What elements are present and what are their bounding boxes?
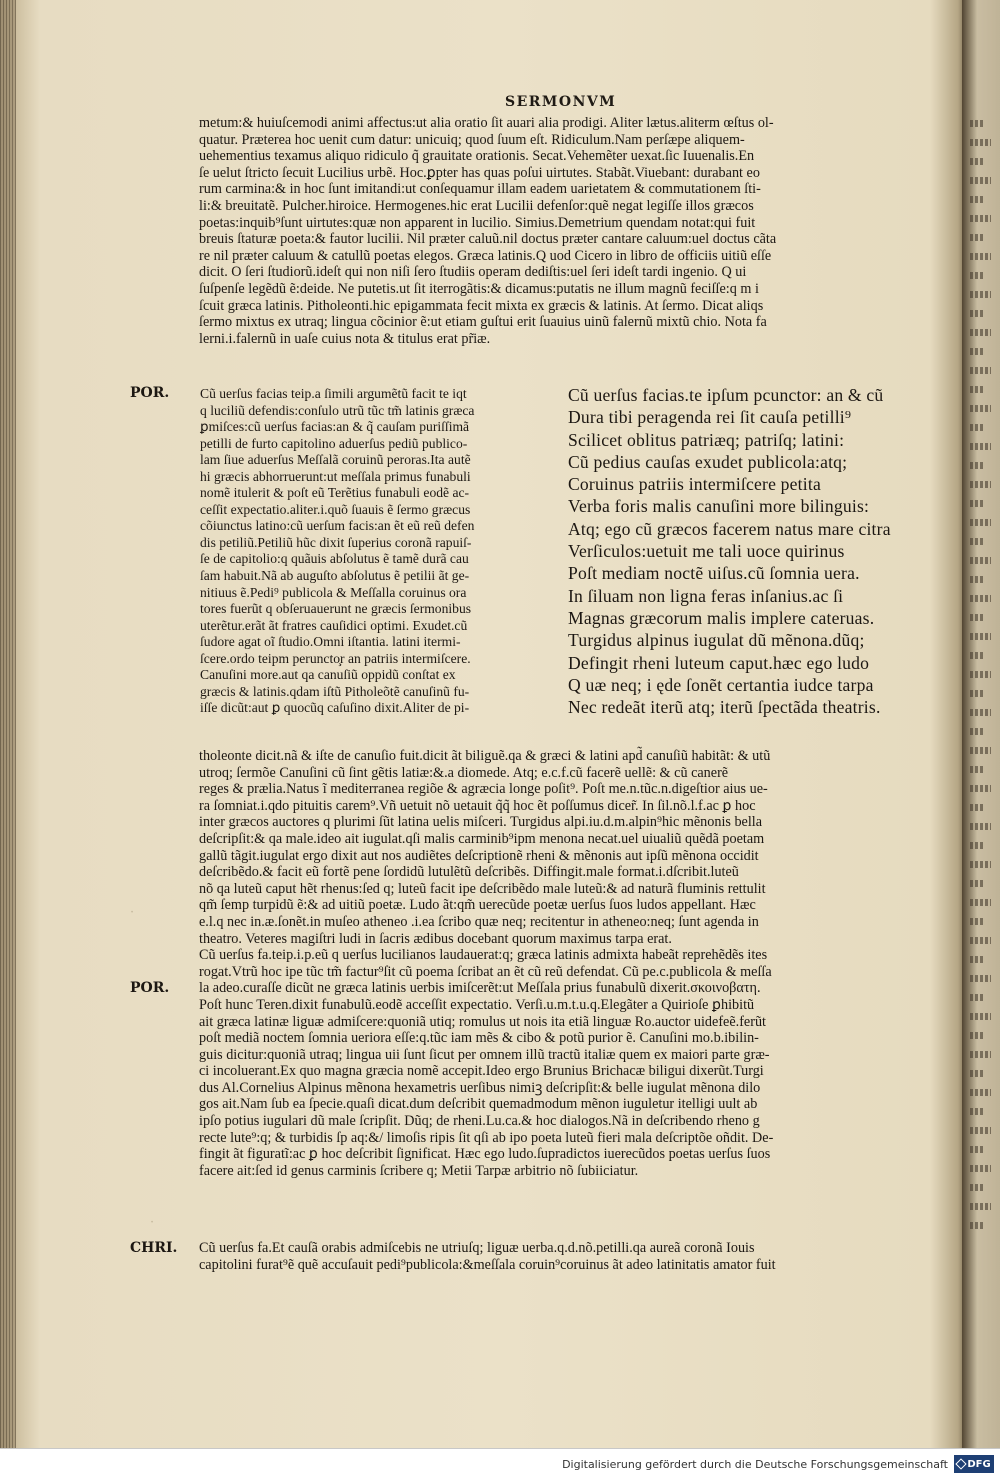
facing-page-text-fragment: [970, 766, 984, 773]
commentary-line: re nil præter caluum & catullũ poetas elegos. Græca latinis.Q uod Cicero in libro de officiis uitiũ eſſe: [199, 247, 772, 264]
commentary-line: gos ait.Nam ſub ea ſpecie.quaſi dicat.dum deſcribit quemadmodum mẽnon iuguletur itelligi uult ab: [199, 1096, 758, 1113]
commentary-line: breuis ſtaturæ poeta:& fautor lucilii. Nil præter caluũ.nil doctus præter cantare caluum:uel doctus cãta: [199, 231, 777, 248]
facing-page-text-fragment: [970, 462, 984, 469]
facing-page-text-fragment: [970, 329, 991, 336]
facing-page-text-fragment: [970, 918, 984, 925]
facing-page-text-fragment: [970, 424, 984, 431]
facing-page-text-fragment: [970, 614, 984, 621]
facing-page-text-fragment: [970, 1184, 984, 1191]
commentary-line: nomẽ itulerit & poſt eũ Terẽtius funabuli eodẽ ac-: [200, 485, 470, 501]
facing-page-text-fragment: [970, 1013, 991, 1020]
commentary-line: petilli de furto capitolino aduerſus pediũ publico-: [200, 435, 468, 451]
commentary-line: ait græca latinæ liguæ admiſcere:quoniã utiq; romulus ut nois ita etiã linguæ Ro.auctor uidefeẽ.ferũt: [199, 1013, 766, 1030]
facing-page-text-fragment: [970, 576, 984, 583]
verse-line: Cũ pedius cauſas exudet publicola:atq;: [568, 451, 848, 472]
facing-page-text-fragment: [970, 1146, 984, 1153]
facing-page-text-fragment: [970, 348, 984, 355]
facing-page-text-fragment: [970, 196, 984, 203]
commentary-line: inter græcos auctores q plurimi ſũt latina uelis miſceri. Turgidus alpi.iu.d.m.alpin⁹hic mẽnonis bella: [199, 814, 763, 831]
facing-page-text-fragment: [970, 633, 991, 640]
facing-page-text-fragment: [970, 272, 984, 279]
verse-line: Cũ uerſus facias.te ipſum pcunctor: an & cũ: [568, 385, 884, 405]
facing-page-text-fragment: [970, 139, 991, 146]
commentary-line: quatur. Præterea hoc uenit cum datur: unicuiq; quod ſuum eſt. Ridiculum.Nam perſæpe aliquem-: [199, 131, 745, 148]
commentary-line: gallũ tãgit.iugulat ergo dixit aut nos audiẽtes deſcriptionẽ rheni & mẽnonis aut ipſũ mẽnona occidit: [199, 847, 759, 864]
facing-page-text-fragment: [970, 709, 991, 716]
commentary-line: ſe uelut ſtricto ſecuit Lucilius urbẽ. Hoc.ꝑpter has quas poſui uirtutes. Stabãt.Viuebant: durabant eo: [199, 164, 760, 181]
facing-page-text-fragment: [970, 1051, 991, 1058]
marginal-label-por-2: POR.: [130, 980, 170, 996]
commentary-line: lerni.i.falernũ in uaſe cuius nota & titulus erat pr̃iæ.: [199, 330, 491, 347]
commentary-line: Cũ uerſus fa.teip.i.p.eũ q uerſus lucilianos laudauerat:q; græca latinis admixta habeãt reprehẽdẽs ites: [199, 947, 768, 964]
facing-page-text-fragment: [970, 1203, 991, 1210]
commentary-line: tores fuerũt q obſeruauerunt ne græcis ſermonibus: [200, 601, 472, 617]
facing-page-text-fragment: [970, 405, 991, 412]
dfg-logo: [954, 1455, 994, 1473]
facing-page-text-fragment: [970, 728, 984, 735]
facing-page-text-fragment: [970, 310, 984, 317]
show-through-mark: ·: [150, 1215, 155, 1230]
facing-page-text-fragment: [970, 1032, 984, 1039]
commentary-top: [199, 115, 944, 347]
facing-page-text-fragment: [970, 519, 991, 526]
facing-page-text-fragment: [970, 937, 991, 944]
commentary-line: guis dicitur:quoniã utraq; lingua uii ſunt ſicut per omnem illũ tractũ italiæ quem ex maiori parte græ-: [199, 1046, 770, 1063]
commentary-line: ſcuit græca latinis. Pitholeonti.hic epigammata fecit mixta ex græcis & latinis. At ſermo. Dicat aliqs: [199, 297, 764, 314]
commentary-line: ꝑmiſces:cũ uerſus facias:an & q̃ cauſam puriſſimã: [200, 419, 470, 435]
commentary-line: lam ſiue aduerſus Meſſalã coruinũ peroras.Ita autẽ: [200, 452, 471, 468]
commentary-line: reges & prælia.Natus ĩ mediterranea regiõe & agræcia longe poſit⁹. Poſt me.n.tũc.n.digeſtior aius ue-: [199, 781, 768, 798]
facing-page-text-fragment: [970, 861, 991, 868]
commentary-line: Canuſini more.aut qa canuſiũ oppidũ conſtat ex: [200, 667, 456, 683]
commentary-line: rum carmina:& in hoc ſunt imitandi:ut conſequamur illam eadem uarietatem & commutationem ſti-: [199, 181, 761, 198]
facing-page-text-fragment: [970, 386, 984, 393]
commentary-line: ſam habuit.Nã ab auguſto abſolutus ẽ petilii ãt ge-: [200, 568, 470, 584]
verse-line: In ſiluam non ligna feras inſanius.ac ſi: [568, 585, 844, 606]
commentary-line: deſcripſit:& qa male.ideo ait iugulat.qſi malis carminib⁹ipm menona necat.uel uiualiũ quẽdã poetam: [199, 830, 765, 847]
commentary-line: capitolini furat⁹ẽ quẽ accuſauit pedi⁹publicola:&meſſala coruin⁹coruinus ãt adeo latinitatis amator fuit: [199, 1256, 776, 1273]
commentary-line: nitiuus ẽ.Pedi⁹ publicola & Meſſalla coruinus ora: [200, 584, 467, 600]
dfg-diamond-icon: [956, 1458, 967, 1469]
commentary-line: ſudore agat oĩ ſtudio.Omni iſtantia. latini itermi-: [200, 634, 461, 650]
commentary-line: ra ſomniat.i.qdo pituitis carem⁹.Vñ uetuit nõ uetauit q̃q̃ hoc ẽt poſſumus dicer̃. In ſil.nõ.l.f.ac ꝑ hoc: [199, 797, 756, 814]
verse-line: Dura tibi peragenda rei ſit cauſa petilli⁹: [568, 407, 852, 428]
facing-page-text-fragment: [970, 652, 984, 659]
facing-page-text-fragment: [970, 500, 984, 507]
commentary-line: dus Al.Cornelius Alpinus mẽnona hexametris uerſibus nimiꝫ deſcripſit:& belle iugulat mẽnona dilo: [199, 1079, 761, 1096]
facing-page-text-fragment: [970, 481, 991, 488]
facing-page-text-fragment: [970, 291, 991, 298]
facing-page-text-fragment: [970, 994, 984, 1001]
facing-page-text-fragment: [970, 177, 991, 184]
commentary-chri: [199, 1240, 944, 1273]
commentary-line: poſt mediã noctem ſomnia ueriora eſſe:q.tũc iam mẽs & cibo & potũ purior ẽ. Canuſini mo.b.ibilin-: [199, 1030, 759, 1047]
commentary-line: li:& breuitatẽ. Pulcher.hiroice. Hermogenes.hic erat Lucilii defenſor:quẽ negat legiſſe illos græcos: [199, 197, 754, 214]
marginal-label-por-1: POR.: [130, 385, 170, 401]
facing-page-text-fragment: [970, 367, 991, 374]
commentary-line: Cũ uerſus facias teip.a ſimili argumẽtũ facit te iqt: [200, 386, 467, 401]
facing-page-text-fragment: [970, 804, 984, 811]
commentary-line: q luciliũ defendis:conſulo utrũ tũc tm̃ latinis græca: [200, 402, 475, 418]
commentary-line: ſcere.ordo teipm peruncto̧r an patriis intermiſcere.: [200, 650, 471, 666]
facing-page-text-fragment: [970, 823, 991, 830]
commentary-line: utroq; ſermõe Canuſini cũ ſint gẽtis latiæ:&.a diomede. Atq; e.c.f.cũ facerẽ uellẽ: & cũ canerẽ: [199, 764, 729, 781]
commentary-line: nõ qa luteũ caput hẽt rhenus:ſed q; luteũ facit ipe deſcribẽdo male luteũ:& ad naturã fluminis rettulit: [199, 880, 766, 897]
facing-page-text-fragment: [970, 215, 991, 222]
commentary-line: ſe de capitolio:q quãuis abſolutus ẽ tamẽ durã cau: [200, 551, 469, 567]
verse-line: Poſt mediam noctẽ uiſus.cũ ſomnia uera.: [568, 563, 860, 584]
show-through-mark: ·: [130, 905, 135, 920]
verse-line: Defingit rheni luteum caput.hæc ego ludo: [568, 652, 870, 673]
facing-page-text-fragment: [970, 1165, 991, 1172]
verse-line: Coruinus patriis intermiſcere petita: [568, 474, 821, 495]
verse-line: Scilicet oblitus patriæq; patriſq; latini:: [568, 429, 845, 450]
facing-page-text-fragment: [970, 1070, 984, 1077]
facing-page-text-fragment: [970, 120, 984, 127]
commentary-line: e.l.q nec in.æ.ſonẽt.in muſeo atheneo .i.ea ſcribo quæ neq; recitentur in atheneo:neq; ſunt agenda in: [199, 913, 759, 930]
facing-page-text-fragment: [970, 747, 991, 754]
commentary-left-column: [200, 386, 570, 717]
facing-page-text-fragment: [970, 690, 984, 697]
commentary-line: qm̃ ſemp turpidũ ẽ:& ad uitiũ poetæ. Ludo ãt:qm̃ uerecũde poetæ uerſus ſuos ludos appellant. Hæc: [199, 897, 756, 914]
commentary-line: ipſo potius iugulari dũ male ſcripſit. Dũq; de rheni.Lu.ca.& hoc dialogos.Nã in deſcribendo rheno g: [199, 1113, 760, 1130]
left-page-edge: [0, 0, 16, 1448]
facing-page-text-fragment: [970, 1127, 991, 1134]
commentary-line: dicit. O ſeri ſtudiorũ.ideſt qui non niſi ſero ſtudiis operam dediſtis:uel ſeri ideſt tardi ingenio. Q ui: [199, 264, 747, 281]
commentary-line: ci incoluerant.Ex quo magna græcia nomẽ accepit.Ideo ergo Brunius Brichacæ biligui dixerũt.Turgi: [199, 1063, 764, 1080]
commentary-line: uterẽtur.erãt ãt fratres cauſidici optimi. Exudet.cũ: [200, 617, 468, 633]
facing-page-text-fragment: [970, 975, 991, 982]
commentary-line: Poſt hunc Teren.dixit funabulũ.eodẽ acceſſit expectatio. Verſi.u.m.t.u.q.Elegãter a Quirioſe ꝑhibitũ: [199, 996, 755, 1013]
commentary-line: hi græcis abhorruerunt:ut meſſala primus funabuli: [200, 468, 471, 484]
verse-line: Nec redeãt iterũ atq; iterũ ſpectãda theatris.: [568, 697, 881, 718]
verse-line: Magnas græcorum malis implere cateruas.: [568, 607, 875, 628]
facing-page-text-fragment: [970, 1089, 991, 1096]
facing-page-edge: [962, 0, 1000, 1448]
commentary-line: ſermo mixtus ex utraq; lingua cõcinior ẽ:ut etiam guſtui erit ſuauius uinũ falernũ mixtũ chio. Nota fa: [199, 314, 767, 331]
commentary-line: theatro. Veteres magiſtri ludi in ſacris ædibus docebant quorum maximus tarpa erat.: [199, 930, 672, 947]
dfg-logo-text: DFG: [967, 1458, 991, 1470]
facing-page-text-fragment: [970, 956, 984, 963]
verse-line: Turgidus alpinus iugulat dũ mẽnona.dũq;: [568, 630, 865, 651]
facing-page-text-fragment: [970, 785, 991, 792]
commentary-line: recte lute⁹:q; & turbidis ſp aq:&/ limoſis ripis ſit qſi ab ipo poeta luteũ fieri mala deſcriptõe oñdit. De-: [199, 1129, 774, 1146]
commentary-line: fingit ãt figuratĩ:ac ꝑ hoc deſcribit ſignificat. Hæc ego ludo.ſupradictos iuerecũdos poetas uerſus ſuos: [199, 1146, 771, 1163]
verse-line: Atq; ego cũ græcos facerem natus mare citra: [568, 518, 891, 539]
facing-page-text-fragment: [970, 538, 984, 545]
facing-page-text-fragment: [970, 253, 991, 260]
marginal-label-chri: CHRI.: [130, 1240, 178, 1256]
commentary-line: uehementius texamus aliquo ridiculo q̃ grauitate orationis. Secat.Vehemẽter uexat.ſic Iuuenalis.En: [199, 148, 755, 165]
commentary-line: Cũ uerſus fa.Et cauſã orabis admiſcebis ne utriuſq; liguæ uerba.q.d.nõ.petilli.qa aureã coronã Iouis: [199, 1240, 755, 1256]
commentary-line: tholeonte dicit.nã & iſte de canuſio fuit.dicit ãt biliguẽ.qa & græci & latini apd̃ canuſiũ habitãt: & utũ: [199, 748, 771, 764]
commentary-line: cõiunctus latino:cũ uerſum facis:an ẽt eũ reũ defen: [200, 518, 475, 534]
commentary-line: rogat.Vtrũ hoc ipe tũc tm̃ factur⁹ſit cũ poema ſcribat an ẽt cũ reũ defendat. Cũ pe.c.publicola & meſſa: [199, 963, 772, 980]
commentary-line: la adeo.curaſſe dicũt ne græca latinis uerbis imiſcerẽt:ut Meſſala prius funabulũ dixerit.σκοινοβατη.: [199, 980, 761, 997]
commentary-line: ſuſpenſe legẽdũ ẽ:deide. Ne putetis.ut ſit iterrogãtis:& dicamus:putatis ne illum magnũ feciſſe:q m i: [199, 280, 759, 297]
verse-line: Verſiculos:uetuit me tali uoce quirinus: [568, 541, 845, 562]
verse-line: Verba foris malis canuſini more bilinguis:: [568, 496, 870, 517]
commentary-line: facere ait:ſed id genus carminis ſcribere q; Metii Tarpæ arbitrio nõ ſubiiciatur.: [199, 1162, 639, 1179]
commentary-line: poetas:inquib⁹ſunt uirtutes:quæ non apparent in lucilio. Simius.Demetrium quendam notat:qui fuit: [199, 214, 756, 231]
facing-page-text-fragment: [970, 1222, 984, 1229]
facing-page-text-fragment: [970, 899, 991, 906]
commentary-bottom: [199, 748, 944, 1179]
facing-page-text-fragment: [970, 234, 984, 241]
commentary-line: dis petiliũ.Petiliũ hũc dixit ſuperius coronã rapuiſ-: [200, 534, 472, 550]
commentary-line: græcis & latinis.qdam iſtũ Pitholeõtẽ canuſinũ fu-: [200, 683, 470, 699]
facing-page-text-fragment: [970, 557, 991, 564]
commentary-line: metum:& huiuſcemodi animi affectus:ut alia oratio ſit auari alia prodigi. Aliter lætus.aliterm œſtus ol-: [199, 115, 774, 131]
facing-page-text-fragment: [970, 842, 984, 849]
facing-page-text-fragment: [970, 880, 984, 887]
facing-page-text-fragment: [970, 158, 984, 165]
facing-page-text-fragment: [970, 671, 991, 678]
facing-page-text-fragment: [970, 1108, 984, 1115]
verse-line: Q uæ neq; i ęde ſonẽt certantia iudce tarpa: [568, 674, 874, 695]
facing-page-text-fragment: [970, 443, 991, 450]
running-title: SERMONVM: [505, 94, 617, 110]
footer-credit: Digitalisierung gefördert durch die Deutsche Forschungsgemeinschaft: [562, 1458, 948, 1471]
verse-text: [568, 384, 938, 718]
commentary-line: iſſe dicũt:aut ꝑ quocũq caſuſino dixit.Aliter de pi-: [200, 700, 470, 716]
facing-page-text-fragment: [970, 595, 991, 602]
commentary-line: ceſſit expectatio.aliter.i.quõ ſuauis ẽ ſermo græcus: [200, 501, 471, 517]
digitization-footer: [0, 1448, 1000, 1479]
commentary-line: deſcribẽdo.& facit eũ fortẽ pene ſordidũ lutulẽtũ deſcribẽs. Diffingit.male format.i.dſcribit.luteũ: [199, 864, 739, 881]
